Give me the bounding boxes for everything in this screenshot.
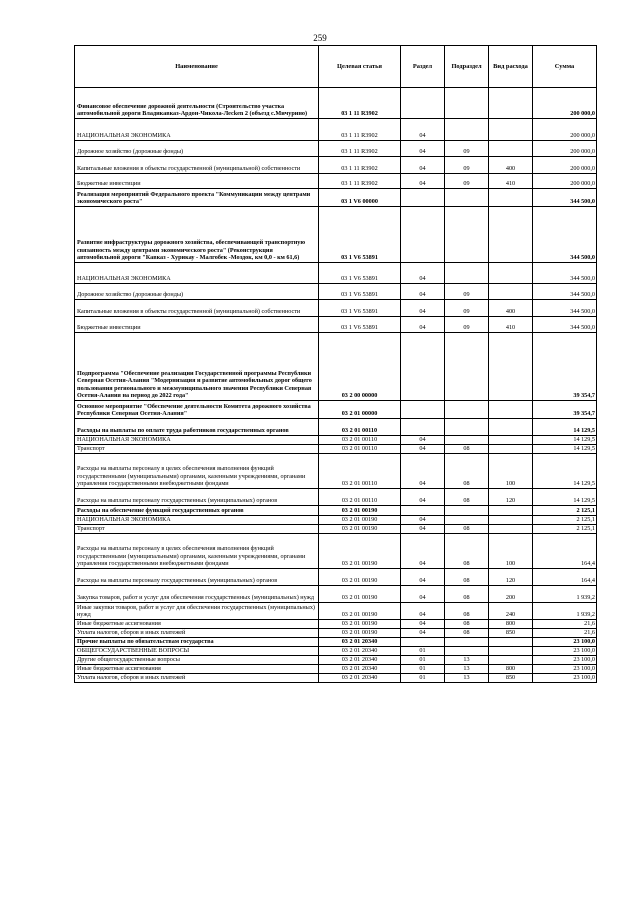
table-row: [75, 638, 597, 647]
row-section: 04: [401, 620, 445, 629]
row-article: 03 2 01 00190: [319, 516, 401, 525]
table-row: [75, 436, 597, 445]
row-amount: 21,6: [533, 629, 597, 638]
row-subsection: 13: [445, 665, 489, 674]
row-expense-type: [489, 189, 533, 207]
row-subsection: 09: [445, 141, 489, 157]
header-article: Целевая статья: [319, 46, 401, 88]
row-name: Бюджетные инвестиции: [75, 317, 319, 333]
row-subsection: 08: [445, 445, 489, 454]
row-subsection: 08: [445, 534, 489, 569]
row-amount: 39 354,7: [533, 401, 597, 419]
row-section: [401, 333, 445, 401]
row-amount: 23 100,0: [533, 656, 597, 665]
row-amount: 14 129,5: [533, 419, 597, 436]
row-section: [401, 88, 445, 119]
row-section: 04: [401, 445, 445, 454]
budget-table: [74, 45, 597, 683]
row-article: 03 2 01 00190: [319, 586, 401, 603]
row-name: Прочие выплаты по обязательствам государства: [75, 638, 319, 647]
row-section: 04: [401, 525, 445, 534]
table-row: [75, 263, 597, 284]
row-expense-type: 100: [489, 534, 533, 569]
table-row: [75, 317, 597, 333]
row-subsection: 08: [445, 629, 489, 638]
row-name: Развитие инфраструктуры дорожного хозяйства, обеспечивающей транспортную связанность между центрами экономического роста" (Реконструкция автомобильной дороги "Кавказ - Хурикау - Малгобек -Моздок, км 0,0 - км 61,6): [75, 207, 319, 263]
row-name: Финансовое обеспечение дорожной деятельности (Строительство участка автомобильной дороги Владикавказ-Ардон-Чикола-Лесken 2 (объезд с.Мичурино): [75, 88, 319, 119]
row-article: 03 2 01 20340: [319, 647, 401, 656]
row-section: [401, 401, 445, 419]
row-article: 03 2 00 00000: [319, 333, 401, 401]
table-row: [75, 401, 597, 419]
row-subsection: 09: [445, 157, 489, 174]
row-name: Иные закупки товаров, работ и услуг для обеспечения государственных (муниципальных) нужд: [75, 603, 319, 620]
row-subsection: [445, 419, 489, 436]
table-row: [75, 506, 597, 516]
row-article: 03 2 01 00000: [319, 401, 401, 419]
row-amount: 21,6: [533, 620, 597, 629]
row-article: 03 2 01 00110: [319, 436, 401, 445]
row-subsection: [445, 436, 489, 445]
table-body: [75, 88, 597, 683]
row-amount: 200 000,0: [533, 174, 597, 189]
row-article: 03 2 01 00190: [319, 603, 401, 620]
row-article: 03 1 11 R3902: [319, 174, 401, 189]
table-row: [75, 284, 597, 300]
row-article: 03 1 11 R3902: [319, 88, 401, 119]
row-article: 03 1 11 R3902: [319, 141, 401, 157]
row-expense-type: 850: [489, 629, 533, 638]
row-section: 01: [401, 656, 445, 665]
table-row: [75, 333, 597, 401]
row-name: Реализация мероприятий Федерального проекта "Коммуникации между центрами экономического роста": [75, 189, 319, 207]
row-section: 04: [401, 534, 445, 569]
table-row: [75, 525, 597, 534]
row-section: 04: [401, 436, 445, 445]
row-subsection: [445, 506, 489, 516]
row-expense-type: [489, 525, 533, 534]
row-subsection: 08: [445, 603, 489, 620]
row-expense-type: [489, 284, 533, 300]
row-section: 04: [401, 516, 445, 525]
table-row: [75, 454, 597, 489]
row-name: Уплата налогов, сборов и иных платежей: [75, 674, 319, 683]
row-expense-type: [489, 333, 533, 401]
row-amount: 164,4: [533, 569, 597, 586]
row-section: 04: [401, 317, 445, 333]
row-article: 03 2 01 20340: [319, 665, 401, 674]
row-article: 03 2 01 00110: [319, 454, 401, 489]
row-amount: 344 500,0: [533, 263, 597, 284]
row-article: 03 2 01 00190: [319, 629, 401, 638]
header-name: Наименование: [75, 46, 319, 88]
row-subsection: [445, 333, 489, 401]
row-name: Бюджетные инвестиции: [75, 174, 319, 189]
row-amount: 14 129,5: [533, 436, 597, 445]
row-section: 04: [401, 141, 445, 157]
row-expense-type: [489, 656, 533, 665]
row-section: 04: [401, 284, 445, 300]
table-header-row: [75, 46, 597, 88]
row-name: Расходы на выплаты персоналу в целях обеспечения выполнения функций государственными (муниципальными) органами, казенными учреждениями, органами управления государственными внебюджетными фондами: [75, 534, 319, 569]
row-amount: 23 100,0: [533, 674, 597, 683]
row-section: 04: [401, 629, 445, 638]
row-subsection: [445, 401, 489, 419]
row-section: 01: [401, 674, 445, 683]
row-article: 03 2 01 20340: [319, 656, 401, 665]
row-name: Основное мероприятие "Обеспечение деятельности Комитета дорожного хозяйства Республики Северная Осетия-Алания": [75, 401, 319, 419]
header-expense-type: Вид расхода: [489, 46, 533, 88]
row-expense-type: 120: [489, 489, 533, 506]
row-name: Капитальные вложения в объекты государственной (муниципальной) собственности: [75, 300, 319, 317]
row-name: НАЦИОНАЛЬНАЯ ЭКОНОМИКА: [75, 516, 319, 525]
row-expense-type: 850: [489, 674, 533, 683]
row-amount: 200 000,0: [533, 119, 597, 141]
row-expense-type: 410: [489, 317, 533, 333]
row-article: 03 1 11 R3902: [319, 119, 401, 141]
row-amount: 344 500,0: [533, 189, 597, 207]
row-name: НАЦИОНАЛЬНАЯ ЭКОНОМИКА: [75, 436, 319, 445]
row-name: Расходы на выплаты персоналу государственных (муниципальных) органов: [75, 489, 319, 506]
row-section: [401, 207, 445, 263]
row-amount: 2 125,1: [533, 506, 597, 516]
row-subsection: [445, 189, 489, 207]
row-amount: 23 100,0: [533, 647, 597, 656]
row-name: Расходы на выплаты персоналу в целях обеспечения выполнения функций государственными (муниципальными) органами, казенными учреждениями, органами управления государственными внебюджетными фондами: [75, 454, 319, 489]
row-expense-type: [489, 419, 533, 436]
row-expense-type: [489, 506, 533, 516]
row-amount: 14 129,5: [533, 454, 597, 489]
row-subsection: 09: [445, 317, 489, 333]
table-row: [75, 534, 597, 569]
table-row: [75, 656, 597, 665]
row-expense-type: 410: [489, 174, 533, 189]
table-row: [75, 445, 597, 454]
row-amount: 23 100,0: [533, 638, 597, 647]
row-section: 04: [401, 603, 445, 620]
row-subsection: 08: [445, 525, 489, 534]
row-expense-type: 800: [489, 665, 533, 674]
row-section: 04: [401, 119, 445, 141]
row-name: Дорожное хозяйство (дорожные фонды): [75, 284, 319, 300]
row-expense-type: [489, 263, 533, 284]
row-amount: 2 125,1: [533, 516, 597, 525]
row-subsection: 13: [445, 656, 489, 665]
table-row: [75, 141, 597, 157]
row-expense-type: [489, 436, 533, 445]
row-name: Транспорт: [75, 525, 319, 534]
row-amount: 1 939,2: [533, 603, 597, 620]
row-section: 04: [401, 263, 445, 284]
row-subsection: 08: [445, 489, 489, 506]
row-name: ОБЩЕГОСУДАРСТВЕННЫЕ ВОПРОСЫ: [75, 647, 319, 656]
row-section: 04: [401, 489, 445, 506]
row-section: 04: [401, 300, 445, 317]
row-name: Транспорт: [75, 445, 319, 454]
row-subsection: [445, 647, 489, 656]
table-row: [75, 516, 597, 525]
row-name: Иные бюджетные ассигнования: [75, 665, 319, 674]
row-article: 03 1 V6 53891: [319, 207, 401, 263]
table-row: [75, 419, 597, 436]
row-article: 03 1 V6 53891: [319, 300, 401, 317]
row-name: Расходы на выплаты по оплате труда работников государственных органов: [75, 419, 319, 436]
row-article: 03 1 V6 53891: [319, 317, 401, 333]
row-article: 03 1 V6 53891: [319, 263, 401, 284]
table-row: [75, 207, 597, 263]
row-amount: 344 500,0: [533, 317, 597, 333]
row-subsection: 13: [445, 674, 489, 683]
row-expense-type: [489, 445, 533, 454]
table-row: [75, 174, 597, 189]
table-row: [75, 489, 597, 506]
table-row: [75, 119, 597, 141]
header-amount: Сумма: [533, 46, 597, 88]
row-amount: 344 500,0: [533, 284, 597, 300]
row-expense-type: 200: [489, 586, 533, 603]
row-expense-type: [489, 647, 533, 656]
row-expense-type: 400: [489, 157, 533, 174]
table-row: [75, 300, 597, 317]
row-subsection: [445, 88, 489, 119]
row-expense-type: 120: [489, 569, 533, 586]
row-amount: 164,4: [533, 534, 597, 569]
row-name: Иные бюджетные ассигнования: [75, 620, 319, 629]
row-name: Закупка товаров, работ и услуг для обеспечения государственных (муниципальных) нужд: [75, 586, 319, 603]
row-section: 04: [401, 174, 445, 189]
row-subsection: [445, 263, 489, 284]
row-section: [401, 189, 445, 207]
row-expense-type: [489, 638, 533, 647]
row-section: 04: [401, 569, 445, 586]
row-amount: 39 354,7: [533, 333, 597, 401]
row-expense-type: 240: [489, 603, 533, 620]
row-amount: 344 500,0: [533, 207, 597, 263]
row-subsection: 09: [445, 174, 489, 189]
row-article: 03 2 01 00190: [319, 506, 401, 516]
row-section: 01: [401, 647, 445, 656]
row-expense-type: 800: [489, 620, 533, 629]
row-expense-type: [489, 401, 533, 419]
row-name: НАЦИОНАЛЬНАЯ ЭКОНОМИКА: [75, 119, 319, 141]
row-amount: 14 129,5: [533, 489, 597, 506]
row-subsection: [445, 516, 489, 525]
table-row: [75, 88, 597, 119]
row-expense-type: [489, 119, 533, 141]
row-section: [401, 638, 445, 647]
table-row: [75, 674, 597, 683]
row-subsection: [445, 119, 489, 141]
row-subsection: 08: [445, 620, 489, 629]
row-section: 04: [401, 157, 445, 174]
row-expense-type: [489, 88, 533, 119]
row-amount: 2 125,1: [533, 525, 597, 534]
row-article: 03 1 V6 00000: [319, 189, 401, 207]
header-subsection: Подраздел: [445, 46, 489, 88]
row-section: 04: [401, 454, 445, 489]
row-amount: 344 500,0: [533, 300, 597, 317]
row-expense-type: 400: [489, 300, 533, 317]
row-article: 03 2 01 00190: [319, 525, 401, 534]
row-amount: 200 000,0: [533, 157, 597, 174]
row-name: Подпрограмма "Обеспечение реализации Государственной программы Республики Северная Осетия-Алания "Модернизация и развитие автомобильных дорог общего пользования регионального и межмуниципального значения Республики Северная Осетия-Алания на период до 2022 года": [75, 333, 319, 401]
row-article: 03 2 01 00190: [319, 534, 401, 569]
table-row: [75, 157, 597, 174]
row-section: 04: [401, 586, 445, 603]
row-amount: 14 129,5: [533, 445, 597, 454]
row-subsection: 08: [445, 454, 489, 489]
row-section: [401, 419, 445, 436]
row-article: 03 1 11 R3902: [319, 157, 401, 174]
table-row: [75, 603, 597, 620]
table-row: [75, 189, 597, 207]
row-expense-type: 100: [489, 454, 533, 489]
row-article: 03 2 01 00110: [319, 445, 401, 454]
row-article: 03 1 V6 53891: [319, 284, 401, 300]
table-row: [75, 586, 597, 603]
row-name: Капитальные вложения в объекты государственной (муниципальной) собственности: [75, 157, 319, 174]
row-amount: 23 100,0: [533, 665, 597, 674]
row-name: Расходы на выплаты персоналу государственных (муниципальных) органов: [75, 569, 319, 586]
header-section: Раздел: [401, 46, 445, 88]
row-subsection: 09: [445, 300, 489, 317]
row-subsection: [445, 638, 489, 647]
row-amount: 200 000,0: [533, 141, 597, 157]
row-amount: 1 939,2: [533, 586, 597, 603]
row-article: 03 2 01 00110: [319, 419, 401, 436]
table-row: [75, 629, 597, 638]
row-name: НАЦИОНАЛЬНАЯ ЭКОНОМИКА: [75, 263, 319, 284]
row-subsection: 09: [445, 284, 489, 300]
row-article: 03 2 01 00190: [319, 620, 401, 629]
row-name: Уплата налогов, сборов и иных платежей: [75, 629, 319, 638]
row-subsection: 08: [445, 569, 489, 586]
table-row: [75, 665, 597, 674]
page-number: 259: [313, 33, 327, 43]
row-expense-type: [489, 141, 533, 157]
row-amount: 200 000,0: [533, 88, 597, 119]
row-article: 03 2 01 20340: [319, 674, 401, 683]
row-name: Дорожное хозяйство (дорожные фонды): [75, 141, 319, 157]
table-row: [75, 620, 597, 629]
row-article: 03 2 01 20340: [319, 638, 401, 647]
table-row: [75, 569, 597, 586]
row-expense-type: [489, 207, 533, 263]
row-section: [401, 506, 445, 516]
row-name: Другие общегосударственные вопросы: [75, 656, 319, 665]
row-article: 03 2 01 00190: [319, 569, 401, 586]
row-section: 01: [401, 665, 445, 674]
row-expense-type: [489, 516, 533, 525]
row-subsection: [445, 207, 489, 263]
row-article: 03 2 01 00110: [319, 489, 401, 506]
row-name: Расходы на обеспечение функций государственных органов: [75, 506, 319, 516]
table-row: [75, 647, 597, 656]
row-subsection: 08: [445, 586, 489, 603]
